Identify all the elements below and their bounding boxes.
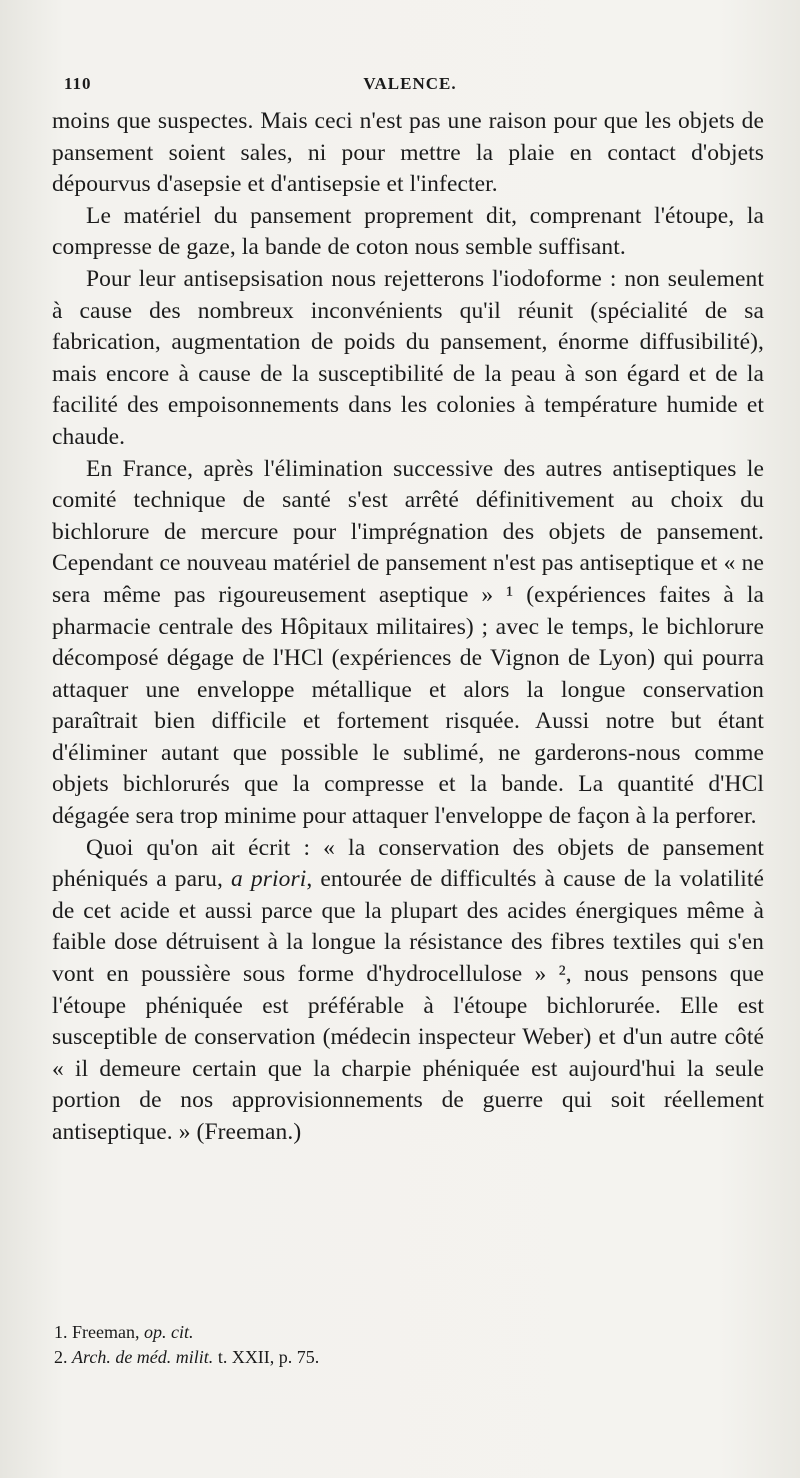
footnote-1-text: 1. Freeman, (54, 1322, 144, 1342)
footnotes (54, 1320, 754, 1370)
footnote-1-italic: op. cit. (143, 1322, 194, 1342)
paragraph-5 (52, 833, 764, 1149)
paragraph-4: En France, après l'élimination successive des autres antiseptiques le comité technique de santé s'est arrêté définitivement au choix du bichlorure de mercure pour l'imprégnation des objets de pansement. Cependant ce nouveau matériel de pansement n'est pas antiseptique et « ne sera même pas rigoureusement aseptique » ¹ (expériences faites à la pharmacie centrale des Hôpitaux militaires) ; avec le temps, le bichlorure décomposé dégage de l'HCl (expériences de Vignon de Lyon) qui pourra attaquer une enveloppe métallique et alors la longue conservation paraîtrait bien difficile et fortement risquée. Aussi notre but étant d'éliminer autant que possible le sublimé, ne garderons-nous comme objets bichlorurés que la compresse et la bande. La quantité d'HCl dégagée sera trop minime pour attaquer l'enveloppe de façon à la perforer. (52, 455, 764, 830)
paragraph-5-start: Quoi qu'on ait écrit : « la conservation des objets de pansement phéniqués a paru, (52, 834, 764, 893)
footnote-2 (54, 1345, 754, 1370)
footnote-2-text: t. XXII, p. 75. (213, 1347, 320, 1367)
paragraph-5-italic: a priori (230, 866, 307, 893)
footnote-2-italic: Arch. de méd. milit. (72, 1347, 214, 1367)
footnote-2-number: 2. (54, 1347, 72, 1367)
page-number: 110 (64, 74, 92, 93)
footnote-1 (54, 1320, 754, 1345)
paragraph-1: moins que suspectes. Mais ceci n'est pas une raison pour que les objets de pansement soient sales, ni pour mettre la plaie en contact d'objets dépourvus d'asepsie et d'antisepsie et l'infecter. (52, 108, 764, 198)
running-title: VALENCE. (363, 74, 457, 93)
paragraph-5-end: , entourée de difficultés à cause de la volatilité de cet acide et aussi parce que la plupart des acides énergiques même à faible dose détruisent à la longue la résistance des fibres textiles qui s'en vont en poussière sous forme d'hydrocellulose » ², nous pensons que l'étoupe phéniquée est préférable à l'étoupe bichlorurée. Elle est susceptible de conservation (médecin inspecteur Weber) et d'un autre côté « il demeure certain que la charpie phéniquée est aujourd'hui la seule portion de nos approvisionnements de guerre qui soit réellement antiseptique. » (Freeman.) (52, 866, 764, 1145)
paragraph-3: Pour leur antisepsisation nous rejetterons l'iodoforme : non seulement à cause des nombreux inconvénients qu'il réunit (spécialité de sa fabrication, augmentation de poids du pansement, énorme diffusibilité), mais encore à cause de la susceptibilité de la peau à son égard et de la facilité des empoisonnements dans les colonies à température humide et chaude. (52, 265, 764, 450)
paragraph-2: Le matériel du pansement proprement dit, comprenant l'étoupe, la compresse de gaze, la bande de coton nous semble suffisant. (52, 202, 764, 261)
page-header (60, 74, 760, 98)
body-text (52, 106, 764, 1149)
